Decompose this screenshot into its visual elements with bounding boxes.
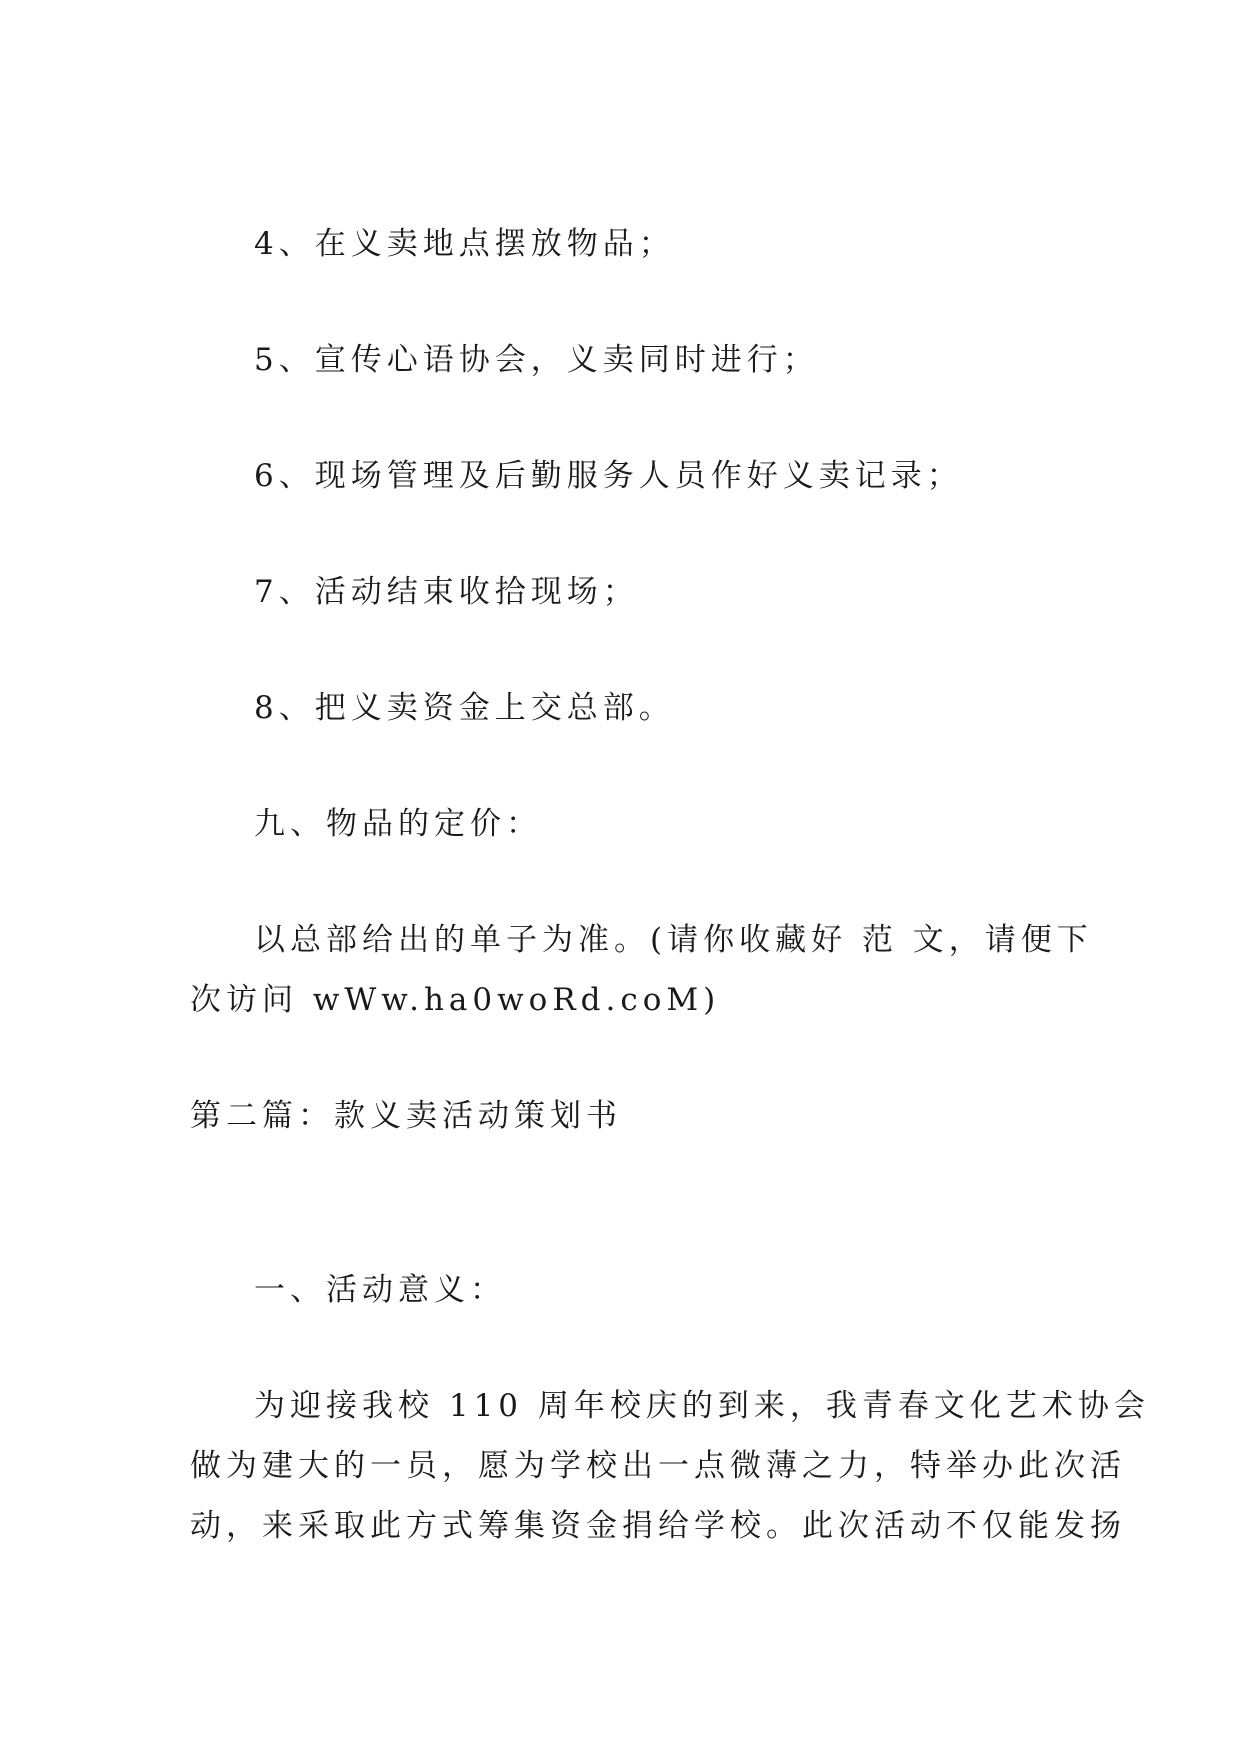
list-item-8: 8、把义卖资金上交总部。 xyxy=(254,690,675,726)
paragraph-line: 次访问 wWw.ha0woRd.coM) xyxy=(190,982,721,1018)
section-heading-pricing: 九、物品的定价： xyxy=(254,806,542,842)
paragraph-line: 做为建大的一员，愿为学校出一点微薄之力，特举办此次活 xyxy=(190,1448,1126,1484)
list-item-5: 5、宣传心语协会，义卖同时进行； xyxy=(254,342,819,378)
list-item-7: 7、活动结束收拾现场； xyxy=(254,574,639,610)
paragraph-line: 以总部给出的单子为准。(请你收藏好 范 文，请便下 xyxy=(254,922,1093,958)
paragraph-line: 为迎接我校 110 周年校庆的到来，我青春文化艺术协会 xyxy=(254,1388,1150,1424)
paragraph-line: 动，来采取此方式筹集资金捐给学校。此次活动不仅能发扬 xyxy=(190,1508,1126,1544)
list-item-6: 6、现场管理及后勤服务人员作好义卖记录； xyxy=(254,458,963,494)
section-heading-significance: 一、活动意义： xyxy=(254,1272,506,1308)
list-item-4: 4、在义卖地点摆放物品； xyxy=(254,226,675,262)
chapter-title: 第二篇：款义卖活动策划书 xyxy=(190,1098,622,1134)
